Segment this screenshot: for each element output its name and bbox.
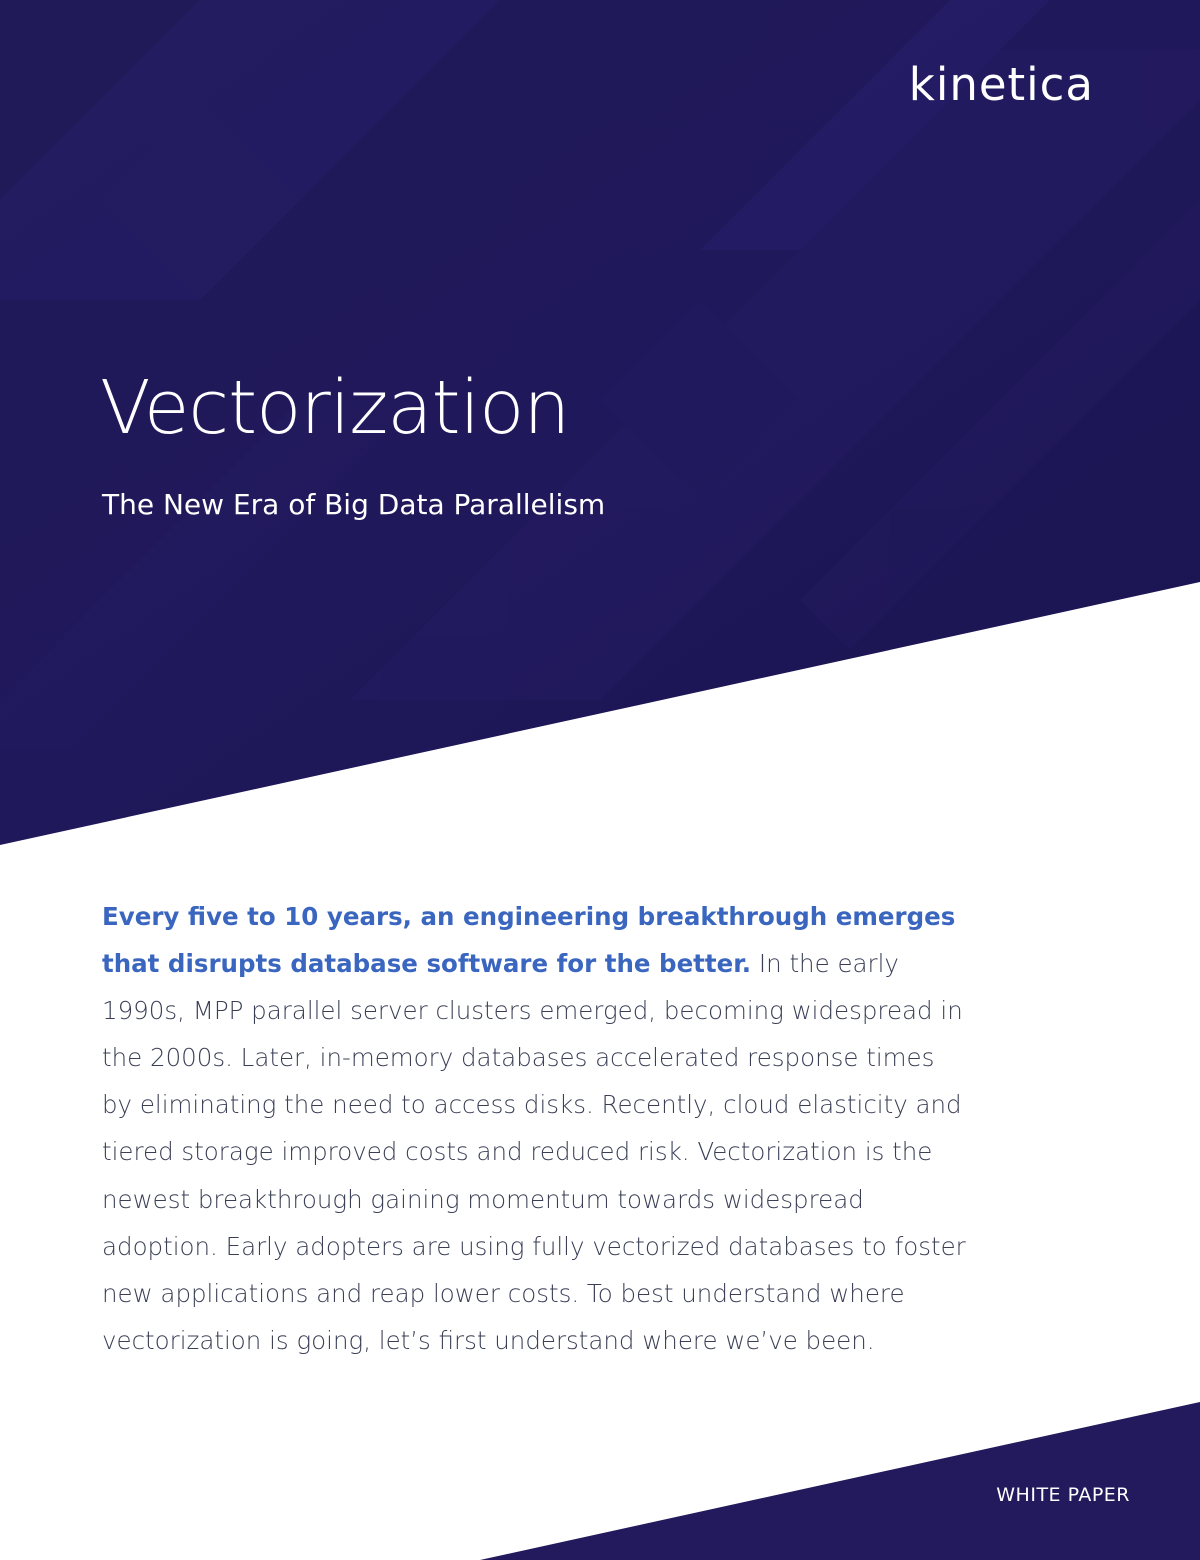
document-title: Vectorization [100,365,570,451]
kinetica-logo: kinetica [908,58,1094,111]
intro-paragraph [102,893,972,1364]
footer-band [0,1390,1200,1560]
document-type-label: WHITE PAPER [996,1484,1130,1506]
intro-body-text: In the early 1990s, MPP parallel server clusters emerged, becoming widespread in the 2000s. Later, in-memory databases accelerated response times by eliminating the need to access disks. Recently, cloud elasticity and tiered storage improved costs and reduced risk. Vectorization is the newest breakthrough gaining momentum towards widespread adoption. Early adopters are using fully vectorized databases to foster new applications and reap lower costs. To best understand where vectorization is going, let’s first understand where we’ve been. [102,949,966,1355]
document-subtitle: The New Era of Big Data Parallelism [102,488,606,521]
intro-lead-sentence: Every five to 10 years, an engineering breakthrough emerges that disrupts database software for the better. [102,902,956,979]
